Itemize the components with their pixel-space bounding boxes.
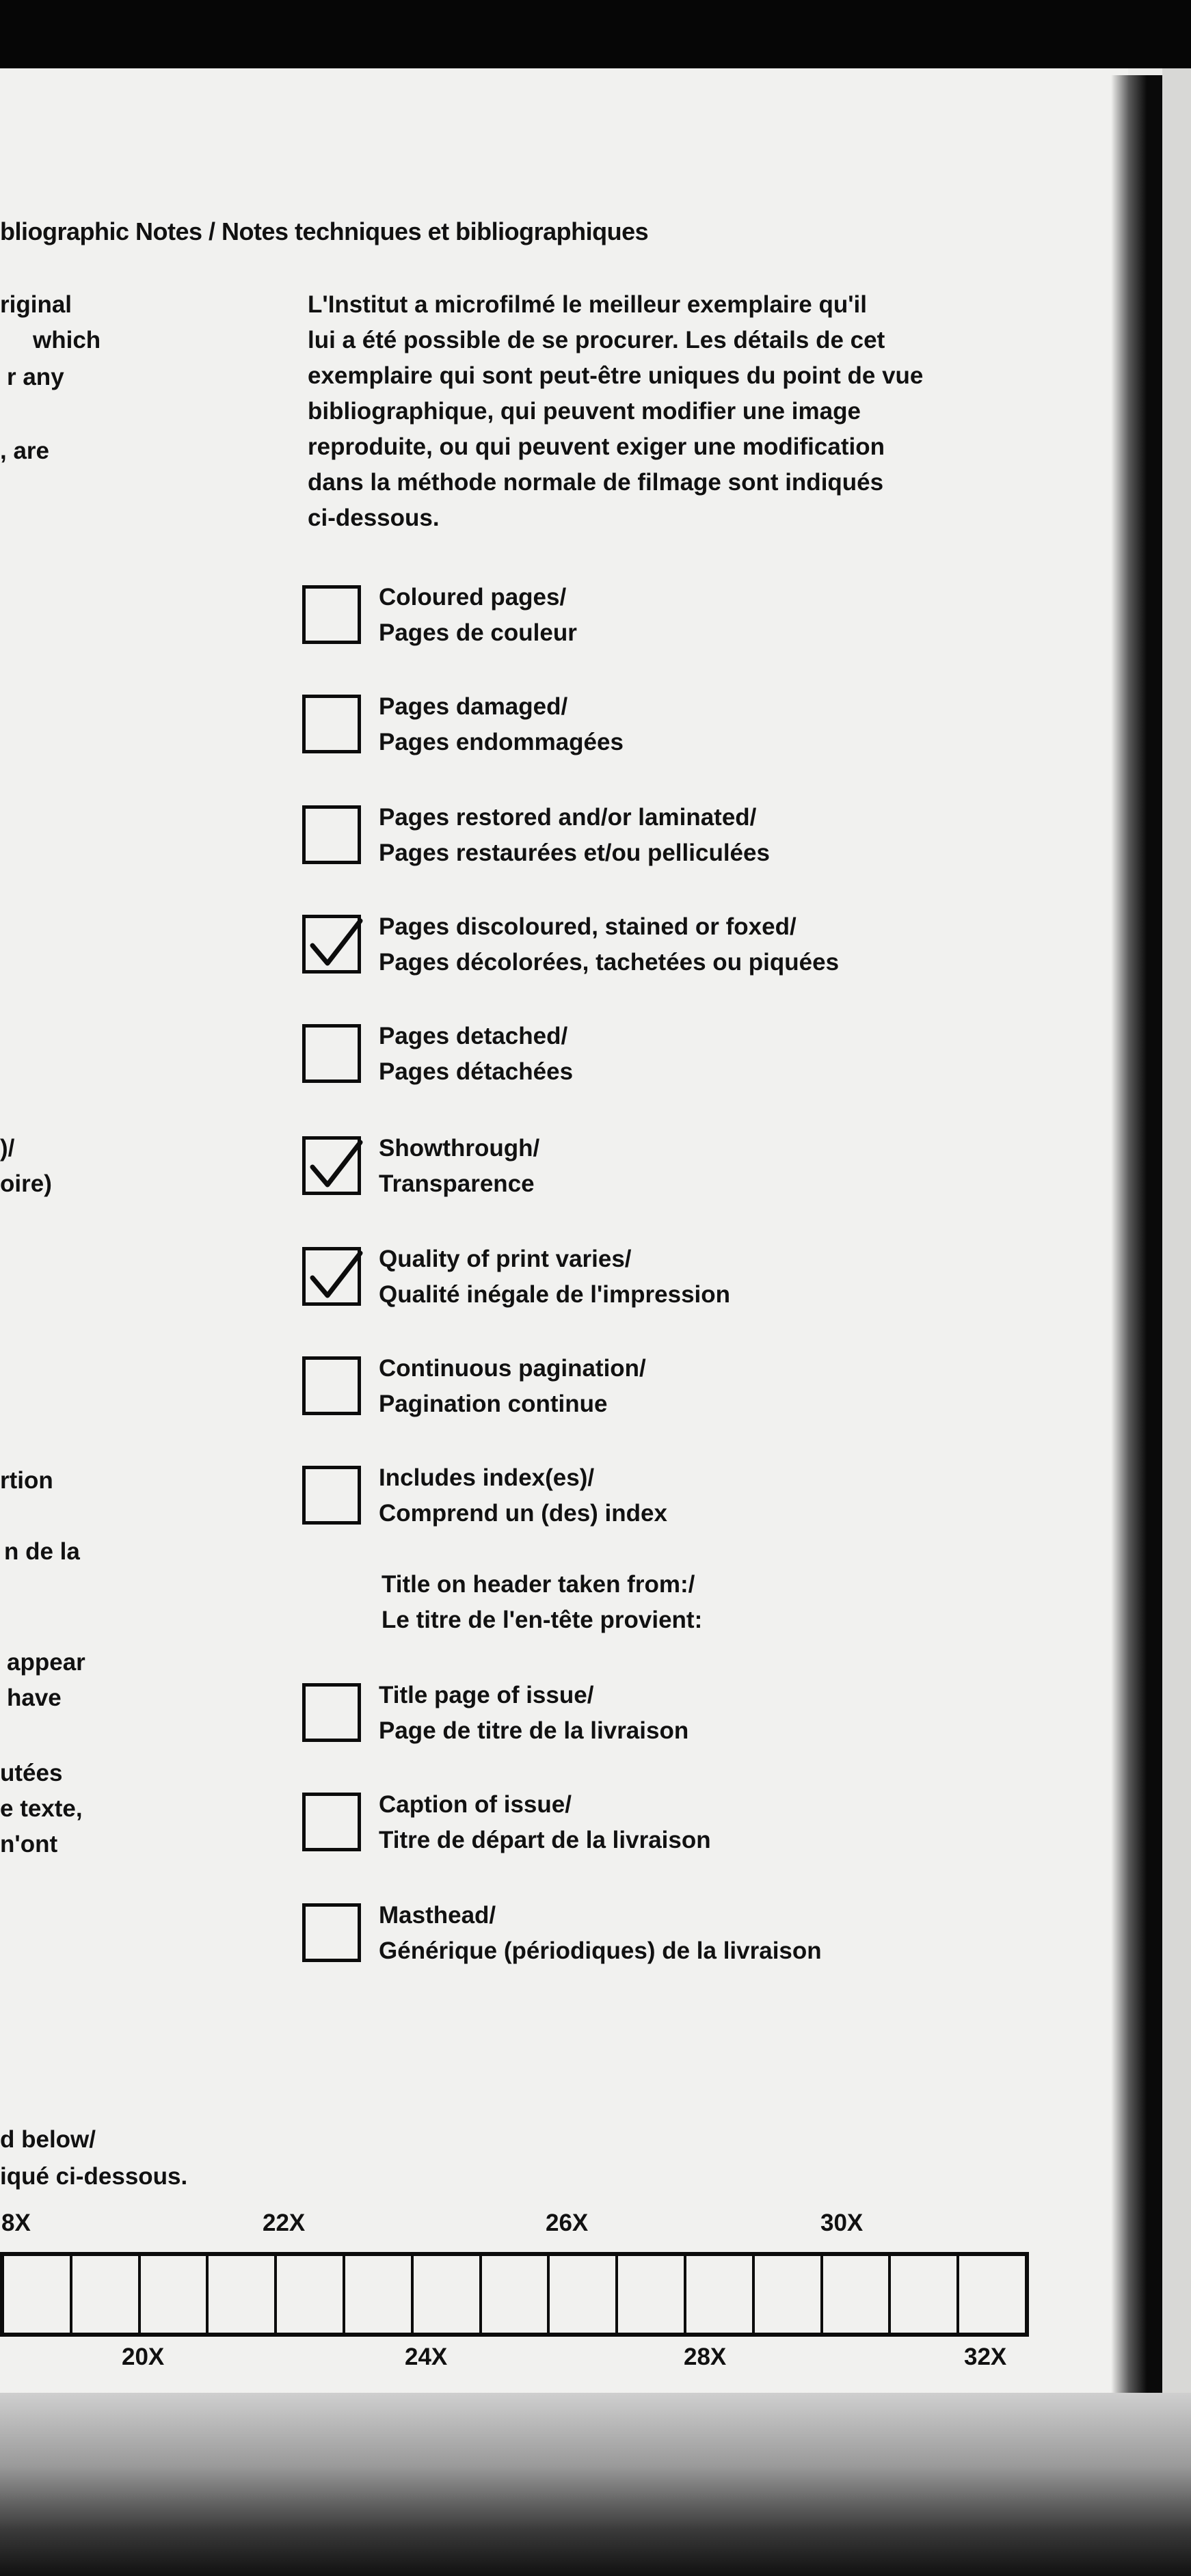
header-source-note: [382, 1567, 702, 1638]
checkbox[interactable]: [302, 1356, 361, 1415]
scale-cell: [482, 2256, 550, 2333]
left-column-fragment: which: [33, 327, 101, 353]
left-column-fragment: r any: [7, 364, 64, 390]
item-label-fr: Pagination continue: [379, 1391, 608, 1417]
item-label-en: Coloured pages/: [379, 584, 567, 611]
left-column-fragment: )/: [0, 1135, 15, 1162]
scale-cell: [891, 2256, 959, 2333]
intro-line: L'Institut a microfilmé le meilleur exemplaire qu'il: [308, 291, 867, 318]
scale-label-top: 26X: [546, 2210, 589, 2236]
scale-label-top: 22X: [263, 2210, 306, 2236]
left-column-fragment: e texte,: [0, 1795, 83, 1822]
checkmark-icon: [308, 1248, 363, 1302]
item-label-fr: Pages de couleur: [379, 619, 577, 646]
intro-line: reproduite, ou qui peuvent exiger une modification: [308, 433, 885, 460]
scale-label-bottom: 24X: [405, 2344, 448, 2370]
checkbox[interactable]: [302, 1903, 361, 1962]
item-label-en: Pages damaged/: [379, 693, 568, 720]
checkbox[interactable]: [302, 695, 361, 753]
left-column-fragment: n'ont: [0, 1831, 58, 1857]
scale-cell: [550, 2256, 618, 2333]
item-label-en: Pages discoloured, stained or foxed/: [379, 913, 797, 940]
scale-cell: [755, 2256, 823, 2333]
left-column-fragment: appear: [7, 1649, 85, 1676]
left-column-fragment: riginal: [0, 291, 72, 318]
intro-line: bibliographique, qui peuvent modifier une image: [308, 398, 861, 425]
checkbox[interactable]: [302, 1136, 361, 1195]
left-column-fragment: n de la: [4, 1538, 80, 1565]
item-label-fr: Comprend un (des) index: [379, 1500, 667, 1527]
intro-line: ci-dessous.: [308, 505, 440, 531]
scale-cell: [823, 2256, 892, 2333]
scale-cell: [4, 2256, 72, 2333]
checkbox[interactable]: [302, 1466, 361, 1525]
scale-cell: [277, 2256, 345, 2333]
item-label-fr: Qualité inégale de l'impression: [379, 1281, 731, 1308]
intro-line: exemplaire qui sont peut-être uniques du point de vue: [308, 362, 924, 389]
scale-cell: [959, 2256, 1025, 2333]
item-label-fr: Pages restaurées et/ou pelliculées: [379, 840, 770, 866]
checkbox[interactable]: [302, 805, 361, 864]
item-label-fr: Générique (périodiques) de la livraison: [379, 1937, 822, 1964]
checkbox[interactable]: [302, 1793, 361, 1851]
scan-bottom-border: [0, 2393, 1191, 2576]
scan-right-shadow: [1111, 75, 1162, 2495]
left-column-fragment: iqué ci-dessous.: [0, 2163, 188, 2190]
left-column-fragment: utées: [0, 1760, 63, 1786]
intro-line: lui a été possible de se procurer. Les détails de cet: [308, 327, 885, 353]
note-line-fr: Le titre de l'en-tête provient:: [382, 1607, 703, 1633]
checkbox[interactable]: [302, 1024, 361, 1083]
item-label-en: Masthead/: [379, 1902, 496, 1929]
page-heading: bliographic Notes / Notes techniques et bibliographiques: [0, 217, 649, 245]
item-label-en: Pages detached/: [379, 1023, 568, 1049]
scale-label-bottom: 20X: [122, 2344, 165, 2370]
item-label-fr: Pages endommagées: [379, 729, 624, 755]
item-label-en: Pages restored and/or laminated/: [379, 804, 757, 831]
left-column-fragment: , are: [0, 438, 49, 464]
checkmark-icon: [308, 915, 363, 970]
left-column-fragment: d below/: [0, 2126, 96, 2153]
checkbox[interactable]: [302, 1247, 361, 1306]
left-column-fragment: have: [7, 1685, 62, 1711]
intro-line: dans la méthode normale de filmage sont indiqués: [308, 469, 884, 496]
item-label-en: Title page of issue/: [379, 1682, 594, 1708]
scan-top-border: [0, 0, 1191, 68]
scale-cell: [618, 2256, 686, 2333]
scale-cell: [686, 2256, 755, 2333]
scale-cell: [345, 2256, 414, 2333]
scan-right-margin: [1162, 68, 1191, 2576]
item-label-fr: Page de titre de la livraison: [379, 1717, 689, 1744]
left-column-fragment: rtion: [0, 1467, 53, 1494]
scale-cell: [141, 2256, 209, 2333]
item-label-fr: Pages détachées: [379, 1058, 574, 1085]
scale-cell: [72, 2256, 141, 2333]
scale-label-top: 30X: [820, 2210, 864, 2236]
intro-paragraph: [308, 287, 923, 536]
item-label-fr: Transparence: [379, 1170, 535, 1197]
scale-cell: [414, 2256, 482, 2333]
reduction-scale-grid: [0, 2252, 1029, 2337]
scale-label-bottom: 28X: [684, 2344, 727, 2370]
item-label-en: Quality of print varies/: [379, 1246, 632, 1272]
note-line-en: Title on header taken from:/: [382, 1571, 695, 1598]
item-label-en: Showthrough/: [379, 1135, 540, 1162]
item-label-en: Continuous pagination/: [379, 1355, 646, 1382]
item-label-en: Caption of issue/: [379, 1791, 572, 1818]
checkmark-icon: [308, 1137, 363, 1192]
item-label-fr: Pages décolorées, tachetées ou piquées: [379, 949, 840, 976]
checkbox[interactable]: [302, 1683, 361, 1742]
scale-cell: [209, 2256, 277, 2333]
checkbox[interactable]: [302, 915, 361, 974]
scale-label-top: 8X: [1, 2210, 31, 2236]
left-column-fragment: oire): [0, 1170, 52, 1197]
checkbox[interactable]: [302, 585, 361, 644]
item-label-fr: Titre de départ de la livraison: [379, 1827, 711, 1853]
item-label-en: Includes index(es)/: [379, 1464, 595, 1491]
scale-label-bottom: 32X: [964, 2344, 1007, 2370]
